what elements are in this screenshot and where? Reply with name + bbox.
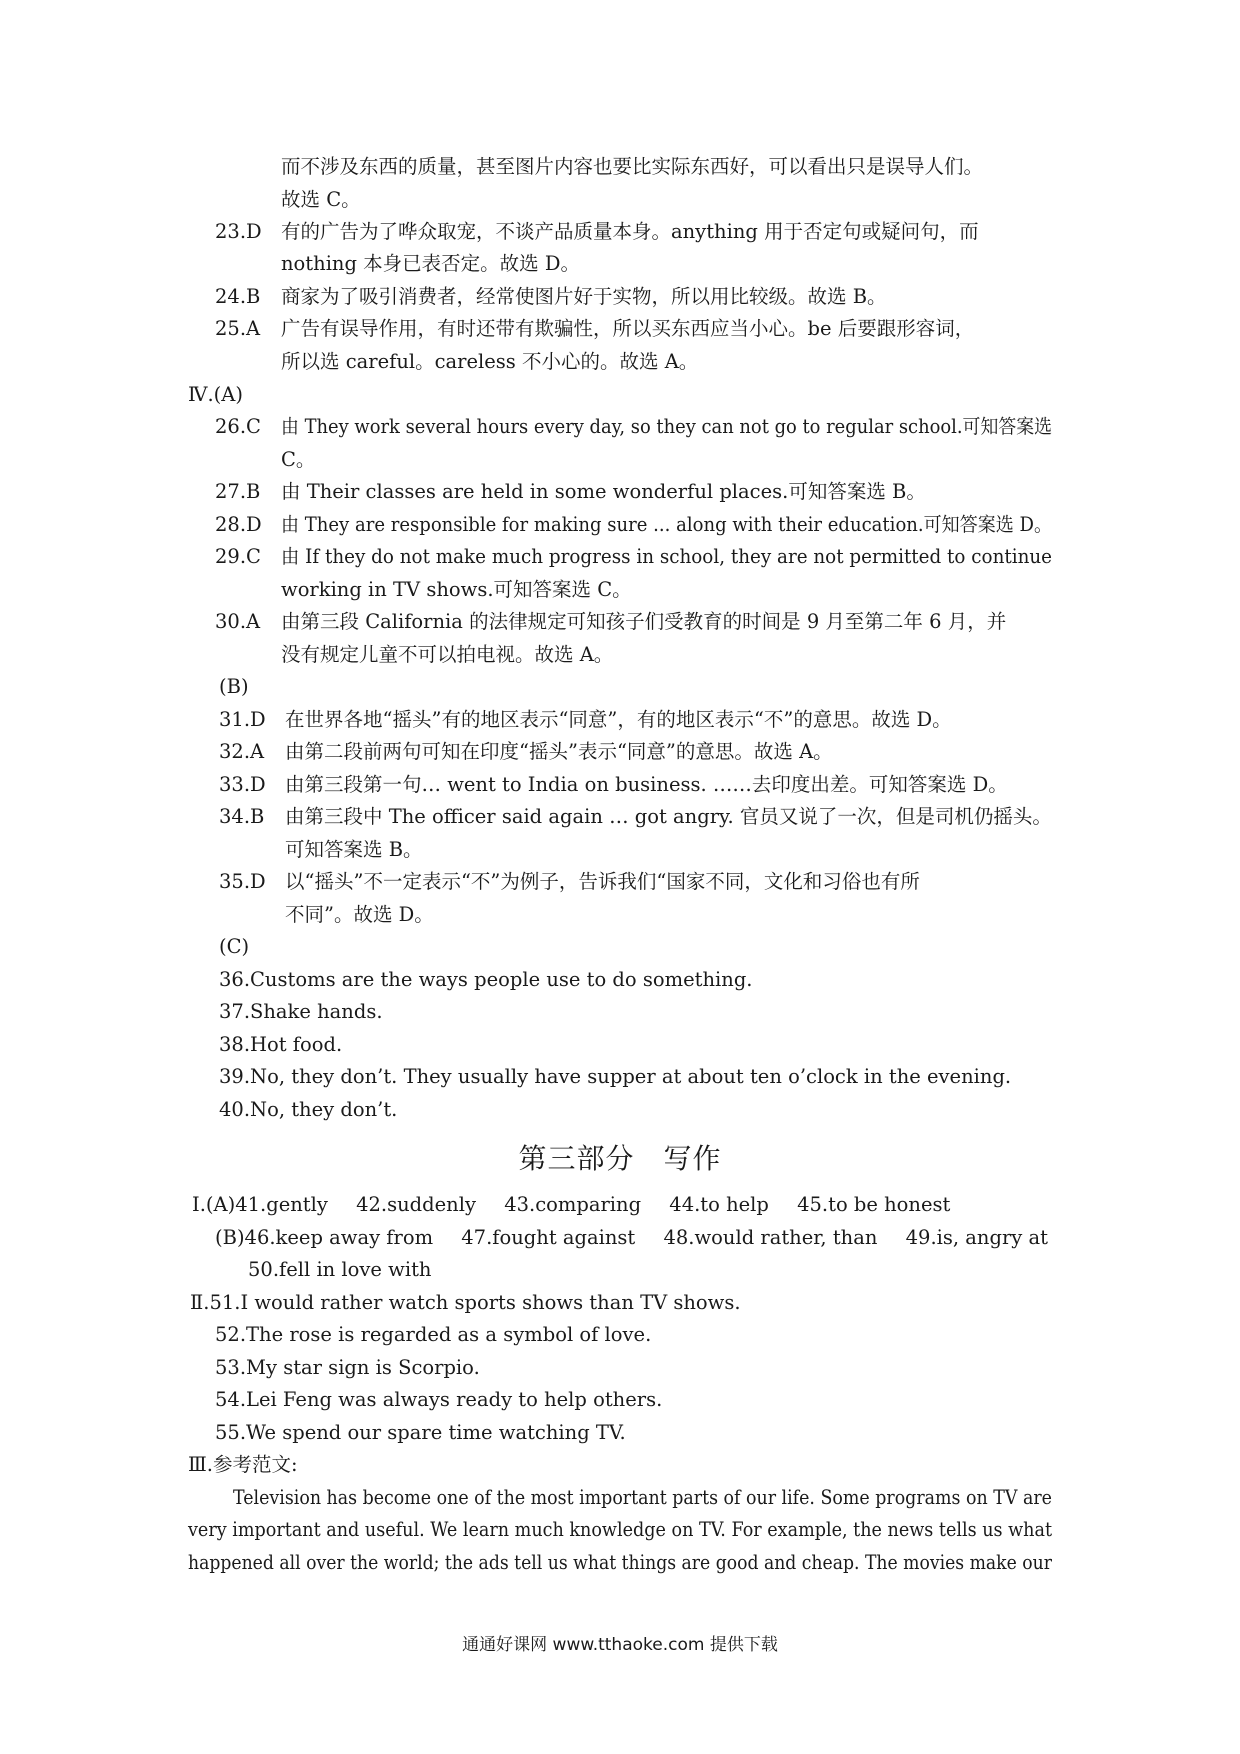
answer-number: 28.D [215,513,262,536]
answer-37: 37.Shake hands. [219,1000,383,1023]
page-footer: 通通好课网 www.tthaoke.com 提供下载 [462,1635,778,1655]
answer-50: 50.fell in love with [248,1258,432,1281]
answer-41: Ⅰ.(A)41.gently [192,1193,328,1216]
answer-explanation: 由第三段中 The officer said again … got angry. 官员又说了一次，但是司机仍摇头。 [285,805,1052,828]
section-label-b: (B) [219,675,249,698]
answer-explanation-cont: working in TV shows.可知答案选 C。 [281,578,632,601]
answer-number: 34.B [219,805,265,828]
answer-38: 38.Hot food. [219,1033,343,1056]
answer-explanation: 由 If they do not make much progress in school, they are not permitted to continue [281,545,1053,568]
answer-48: 48.would rather, than [663,1226,878,1249]
section-label-c: (C) [219,935,250,958]
writing-s1-b-line [215,1226,1048,1250]
answer-number: 24.B [215,285,261,308]
answer-number: 27.B [215,480,261,503]
answer-number: 31.D [219,708,266,731]
answer-49: 49.is, angry at [905,1226,1048,1249]
answer-53: 53.My star sign is Scorpio. [215,1356,480,1379]
answer-52: 52.The rose is regarded as a symbol of love. [215,1323,652,1346]
section-label-iv-a: Ⅳ.(A) [188,383,243,406]
answer-47: 47.fought against [461,1226,636,1249]
answer-55: 55.We spend our spare time watching TV. [215,1421,626,1444]
answer-explanation-cont: 所以选 careful。careless 不小心的。故选 A。 [281,350,699,373]
answer-number: 33.D [219,773,266,796]
answer-explanation-cont: 可知答案选 B。 [285,838,423,861]
answer-explanation: 由第二段前两句可知在印度“摇头”表示“同意”的意思。故选 A。 [285,740,833,763]
answer-explanation: 由 They are responsible for making sure ... along with their education.可知答案选 D。 [281,513,1052,536]
answer-number: 23.D [215,220,262,243]
answer-number: 35.D [219,870,266,893]
answer-39: 39.No, they don’t. They usually have supper at about ten o’clock in the evening. [219,1065,1012,1088]
answer-explanation: 有的广告为了哗众取宠，不谈产品质量本身。anything 用于否定句或疑问句，而 [281,220,979,243]
part3-heading: 第三部分 写作 [518,1142,722,1175]
answer-explanation: 以“摇头”不一定表示“不”为例子，告诉我们“国家不同，文化和习俗也有所 [285,870,920,893]
answer-explanation: 在世界各地“摇头”有的地区表示“同意”，有的地区表示“不”的意思。故选 D。 [285,708,952,731]
answer-45: 45.to be honest [797,1193,951,1216]
answer-explanation: 由第三段 California 的法律规定可知孩子们受教育的时间是 9 月至第二年 6 月，并 [281,610,1007,633]
answer-explanation-cont: C。 [281,448,316,471]
answer-43: 43.comparing [504,1193,642,1216]
answer-36: 36.Customs are the ways people use to do something. [219,968,753,991]
essay-line-2: very important and useful. We learn much knowledge on TV. For example, the news tells us what [188,1518,1053,1541]
answer-46: (B)46.keep away from [215,1226,434,1249]
answer-explanation: 由 They work several hours every day, so they can not go to regular school.可知答案选 [281,415,1053,438]
answer-explanation-cont: nothing 本身已表否定。故选 D。 [281,252,581,275]
answer-explanation: 由第三段第一句… went to India on business. ……去印度出差。可知答案选 D。 [285,773,1008,796]
answer-number: 32.A [219,740,265,763]
essay-line-1: Television has become one of the most important parts of our life. Some programs on TV are [233,1486,1052,1509]
answer-44: 44.to help [669,1193,769,1216]
answer-40: 40.No, they don’t. [219,1098,398,1121]
answer-number: 30.A [215,610,261,633]
q22-continuation-line1: 而不涉及东西的质量，甚至图片内容也要比实际东西好，可以看出只是误导人们。 [281,155,984,178]
answer-54: 54.Lei Feng was always ready to help others. [215,1388,663,1411]
answer-42: 42.suddenly [356,1193,476,1216]
answer-explanation-cont: 不同”。故选 D。 [285,903,434,926]
answer-number: 26.C [215,415,261,438]
answer-number: 29.C [215,545,261,568]
essay-line-3: happened all over the world; the ads tell us what things are good and cheap. The movies make our [188,1551,1052,1574]
writing-s1-a-line [192,1193,950,1217]
answer-number: 25.A [215,317,261,340]
answer-explanation: 商家为了吸引消费者，经常使图片好于实物，所以用比较级。故选 B。 [281,285,887,308]
answer-explanation: 广告有误导作用，有时还带有欺骗性，所以买东西应当小心。be 后要跟形容词， [281,317,975,340]
q22-continuation-line2: 故选 C。 [281,188,361,211]
section-label-iii: Ⅲ.参考范文: [188,1453,298,1476]
answer-51: Ⅱ.51.I would rather watch sports shows than TV shows. [190,1291,741,1314]
answer-explanation-cont: 没有规定儿童不可以拍电视。故选 A。 [281,643,614,666]
answer-explanation: 由 Their classes are held in some wonderful places.可知答案选 B。 [281,480,926,503]
